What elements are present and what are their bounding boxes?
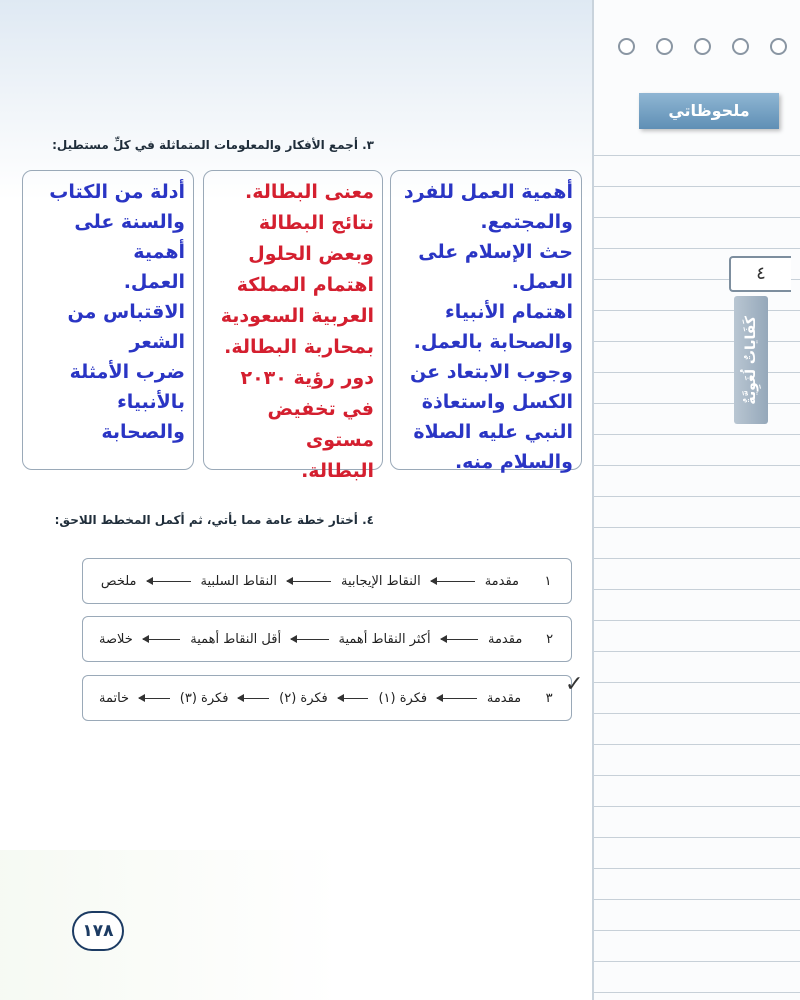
box-line: النبي عليه الصلاة	[413, 421, 573, 443]
chapter-number-tab[interactable]: ٤	[729, 256, 791, 292]
arrow-left-icon	[437, 698, 477, 699]
answer-box-middle[interactable]	[203, 170, 383, 482]
box-line: العمل.	[123, 271, 185, 293]
flow-step: خاتمة	[98, 690, 130, 706]
box-line: بالأنبياء والصحابة	[101, 391, 185, 443]
decorative-shade	[0, 850, 340, 1000]
flow-step: ملخص	[100, 573, 137, 589]
flow-step: أكثر النقاط أهمية	[338, 631, 431, 647]
box-line: أهمية العمل للفرد	[403, 181, 573, 203]
box-line: العربية السعودية	[220, 305, 374, 327]
box-line: الكسل واستعاذة	[421, 391, 573, 413]
arrow-left-icon	[441, 639, 478, 640]
plan-option-3[interactable]	[82, 675, 572, 721]
notes-panel	[592, 0, 800, 1000]
box-line: البطالة.	[301, 460, 374, 482]
plan-option-2[interactable]	[82, 616, 572, 662]
option-number: ٣	[545, 690, 553, 706]
box-line: والسلام منه.	[454, 451, 573, 473]
flow-step: مقدمة	[484, 573, 519, 589]
flow-step: النقاط الإيجابية	[341, 573, 421, 589]
flow-step: فكرة (١)	[378, 690, 428, 706]
binder-hole-icon	[694, 38, 711, 55]
box-line: اهتمام المملكة	[236, 274, 374, 296]
binder-hole-icon	[732, 38, 749, 55]
flow-step: النقاط السلبية	[200, 573, 277, 589]
box-line: بمحاربة البطالة.	[224, 336, 374, 358]
arrow-left-icon	[139, 698, 170, 699]
question-3-prompt: ٣. أجمع الأفكار والمعلومات المتماثلة في كلِّ مستطيل:	[52, 138, 374, 152]
notes-title: ملحوظاتي	[639, 93, 779, 129]
box-line: ضرب الأمثلة	[69, 361, 185, 383]
flow-step: مقدمة	[488, 631, 523, 647]
flow-step: فكرة (٢)	[279, 690, 328, 706]
checkmark-icon: ✓	[565, 672, 584, 697]
box-line: وجوب الابتعاد عن	[410, 361, 573, 383]
box-line: العمل.	[511, 271, 573, 293]
binder-hole-icon	[656, 38, 673, 55]
plan-option-1[interactable]	[82, 558, 572, 604]
page-number: ١٧٨	[72, 911, 124, 951]
box-line: دور رؤية ٢٠٣٠	[240, 367, 374, 389]
answer-box-left[interactable]	[22, 170, 194, 470]
box-line: اهتمام الأنبياء	[444, 301, 573, 323]
flow-step: فكرة (٣)	[179, 690, 229, 706]
arrow-left-icon	[287, 581, 331, 582]
chapter-side-label	[734, 296, 768, 424]
box-line: معنى البطالة.	[244, 181, 374, 203]
binder-hole-icon	[618, 38, 635, 55]
box-line: أدلة من الكتاب	[49, 181, 185, 203]
binder-hole-icon	[770, 38, 787, 55]
chapter-label: كَفَاياتٌ لُغَوِيَّةٌ	[743, 315, 759, 405]
arrow-left-icon	[431, 581, 475, 582]
box-line: والصحابة بالعمل.	[413, 331, 573, 353]
arrow-left-icon	[147, 581, 191, 582]
flow-step: أقل النقاط أهمية	[190, 631, 282, 647]
box-line: والمجتمع.	[480, 211, 573, 233]
arrow-left-icon	[238, 698, 269, 699]
box-line: وبعض الحلول	[248, 243, 374, 265]
box-line: نتائج البطالة	[258, 212, 374, 234]
flow-step: خلاصة	[99, 631, 133, 647]
option-number: ١	[544, 573, 552, 589]
box-line: الاقتباس من الشعر	[67, 301, 185, 353]
box-line: حث الإسلام على	[418, 241, 573, 263]
box-line: والسنة على أهمية	[74, 211, 185, 263]
arrow-left-icon	[143, 639, 180, 640]
option-number: ٢	[546, 631, 554, 647]
arrow-left-icon	[291, 639, 328, 640]
answer-box-right[interactable]	[390, 170, 582, 473]
flow-step: مقدمة	[486, 690, 522, 706]
box-line: في تخفيض مستوى	[267, 398, 374, 451]
question-4-prompt: ٤. أختار خطة عامة مما يأتي، ثم أكمل المخطط اللاحق:	[54, 513, 374, 527]
arrow-left-icon	[338, 698, 369, 699]
